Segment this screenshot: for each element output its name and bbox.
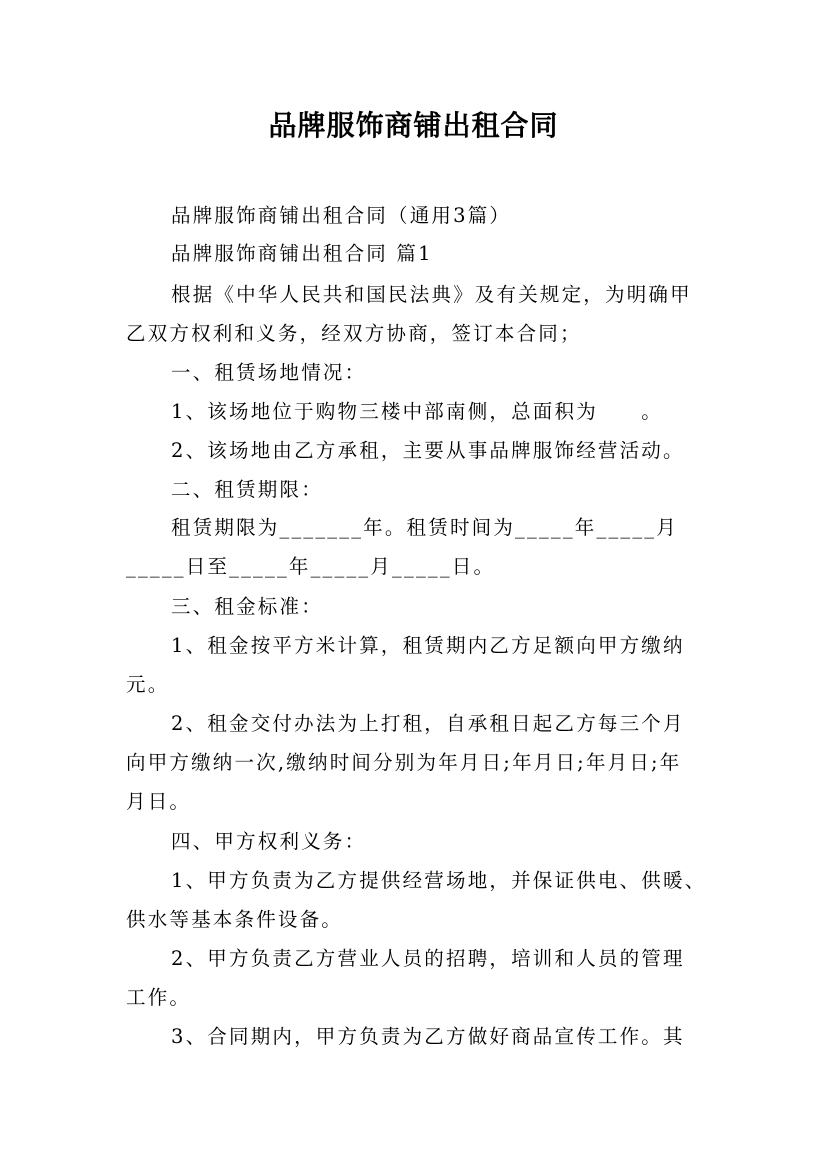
paragraph-line: 2、甲方负责乙方营业人员的招聘，培训和人员的管理 bbox=[171, 947, 685, 970]
paragraph-line: 2、该场地由乙方承租，主要从事品牌服饰经营活动。 bbox=[171, 439, 685, 462]
clause-heading: 一、租赁场地情况： bbox=[171, 361, 367, 384]
clause-heading: 二、租赁期限： bbox=[171, 478, 323, 501]
paragraph-line: 供水等基本条件设备。 bbox=[126, 908, 344, 931]
paragraph-line: _____日至_____年_____月_____日。 bbox=[126, 555, 496, 578]
subtitle-line: 品牌服饰商铺出租合同（通用3篇） bbox=[171, 204, 512, 227]
document-title: 品牌服饰商铺出租合同 bbox=[268, 109, 559, 142]
paragraph-line: 1、租金按平方米计算，租赁期内乙方足额向甲方缴纳 bbox=[171, 634, 685, 657]
paragraph-line: 元。 bbox=[126, 673, 170, 696]
paragraph-line: 3、合同期内，甲方负责为乙方做好商品宣传工作。其 bbox=[171, 1025, 685, 1048]
paragraph-line: 2、租金交付办法为上打租，自承租日起乙方每三个月 bbox=[171, 712, 685, 735]
paragraph-line: 1、甲方负责为乙方提供经营场地，并保证供电、供暖、 bbox=[171, 869, 707, 892]
paragraph-line: 租赁期限为_______年。租赁时间为_____年_____月 bbox=[171, 516, 678, 539]
paragraph-line: 乙双方权利和义务，经双方协商，签订本合同； bbox=[126, 322, 582, 345]
section-heading: 品牌服饰商铺出租合同 篇1 bbox=[171, 242, 433, 265]
paragraph-line: 工作。 bbox=[126, 986, 192, 1009]
paragraph-line: 根据《中华人民共和国民法典》及有关规定，为明确甲 bbox=[171, 283, 692, 306]
paragraph-line: 月日。 bbox=[126, 790, 192, 813]
clause-heading: 三、租金标准： bbox=[171, 595, 323, 618]
paragraph-line: 1、该场地位于购物三楼中部南侧，总面积为 。 bbox=[171, 400, 664, 423]
paragraph-line: 向甲方缴纳一次,缴纳时间分别为年月日;年月日;年月日;年 bbox=[126, 751, 682, 774]
clause-heading: 四、甲方权利义务： bbox=[171, 830, 367, 853]
